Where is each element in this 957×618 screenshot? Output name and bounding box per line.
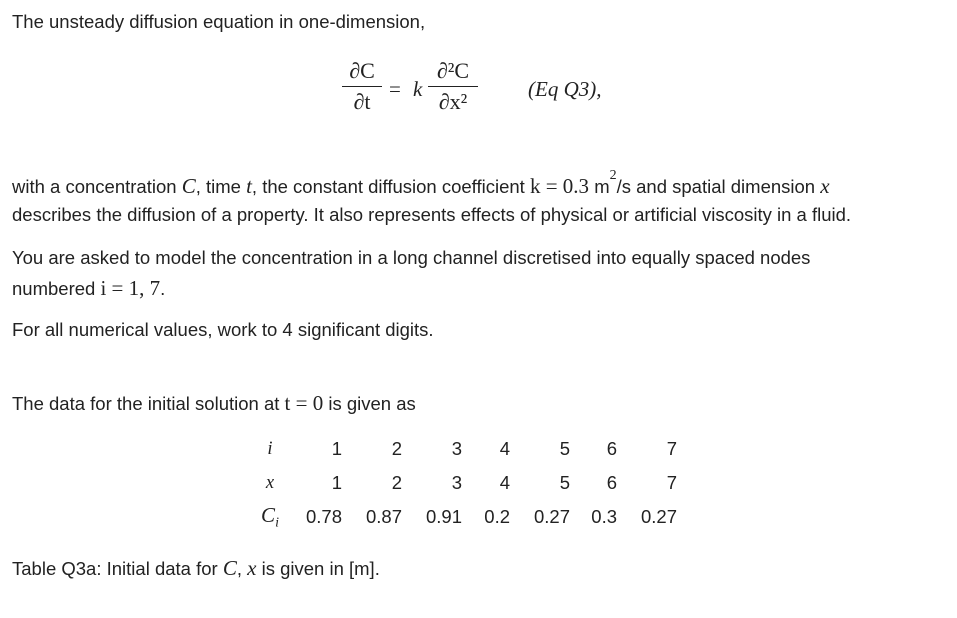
exponent: 2 (609, 168, 617, 183)
paragraph-1-line-1 (12, 168, 830, 199)
table-cell: 0.78 (305, 506, 342, 527)
text: The data for the initial solution at (12, 393, 285, 414)
math-C: C (181, 174, 196, 198)
table-cell: 4 (499, 438, 510, 459)
lhs-fraction (342, 58, 382, 115)
unit-m: m (594, 176, 610, 197)
math-t-zero: t = 0 (284, 391, 324, 415)
table-cell: 5 (559, 472, 570, 493)
initial-data-table (250, 432, 677, 534)
table-cell: 0.3 (591, 506, 617, 527)
math-t: t (246, 174, 252, 198)
row-label (250, 500, 290, 534)
text: with a concentration (12, 176, 182, 197)
math-C: C (222, 556, 237, 580)
text: , (236, 558, 248, 579)
equation-label: (Eq Q3), (528, 77, 602, 101)
text: /s and spatial dimension (616, 176, 821, 197)
table-cell: 0.27 (533, 506, 570, 527)
lhs-denominator: ∂t (353, 89, 371, 114)
row-label: i (267, 438, 273, 459)
table-cell: 0.87 (365, 506, 402, 527)
table-cell: 6 (606, 472, 617, 493)
row-label: x (265, 472, 275, 493)
fraction-bar (342, 86, 382, 87)
paragraph-2-line-1: You are asked to model the concentration in a long channel discretised into equally spaced nodes (12, 247, 811, 268)
text: , time (195, 176, 247, 197)
subscript-i: i (275, 515, 279, 531)
paragraph-1-line-2: describes the diffusion of a property. It also represents effects of physical or artificial viscosity in a fluid. (12, 204, 852, 225)
paragraph-2-line-2 (12, 276, 165, 301)
rhs-denominator: ∂x² (438, 89, 468, 114)
intro-text: The unsteady diffusion equation in one-dimension, (12, 11, 426, 32)
text: is given as (323, 393, 416, 414)
table-row (250, 466, 677, 500)
math-x: x (820, 174, 830, 198)
table-caption (12, 556, 380, 581)
table-cell: 1 (331, 438, 342, 459)
text: numbered (12, 278, 101, 299)
math-C: C (261, 502, 276, 527)
math-i-range: i = 1, 7 (100, 276, 161, 300)
equals-sign: = (389, 77, 401, 101)
fraction-bar (428, 86, 478, 87)
table-cell: 1 (331, 472, 342, 493)
table-cell: 3 (451, 472, 462, 493)
text: is given in [m]. (256, 558, 380, 579)
table-cell: 4 (499, 472, 510, 493)
table-cell: 2 (391, 438, 402, 459)
paragraph-3: For all numerical values, work to 4 significant digits. (12, 319, 434, 340)
table-cell: 6 (606, 438, 617, 459)
table-cell: 7 (666, 472, 677, 493)
text: , the constant diffusion coefficient (251, 176, 530, 197)
text: . (160, 278, 166, 299)
table-cell: 0.2 (484, 506, 510, 527)
table-cell: 0.27 (640, 506, 677, 527)
coefficient-k: k (413, 77, 423, 101)
math-x: x (247, 556, 257, 580)
table-row (250, 500, 677, 534)
table-cell: 3 (451, 438, 462, 459)
text: Table Q3a: Initial data for (12, 558, 223, 579)
math-k-value: k = 0.3 (529, 174, 590, 198)
lhs-numerator: ∂C (349, 58, 375, 83)
rhs-numerator: ∂²C (436, 58, 470, 83)
rhs-fraction (428, 58, 478, 115)
paragraph-4 (12, 391, 416, 416)
table-cell: 0.91 (425, 506, 462, 527)
table-cell: 5 (559, 438, 570, 459)
table-cell: 2 (391, 472, 402, 493)
table-cell: 7 (666, 438, 677, 459)
table-row (250, 432, 677, 466)
